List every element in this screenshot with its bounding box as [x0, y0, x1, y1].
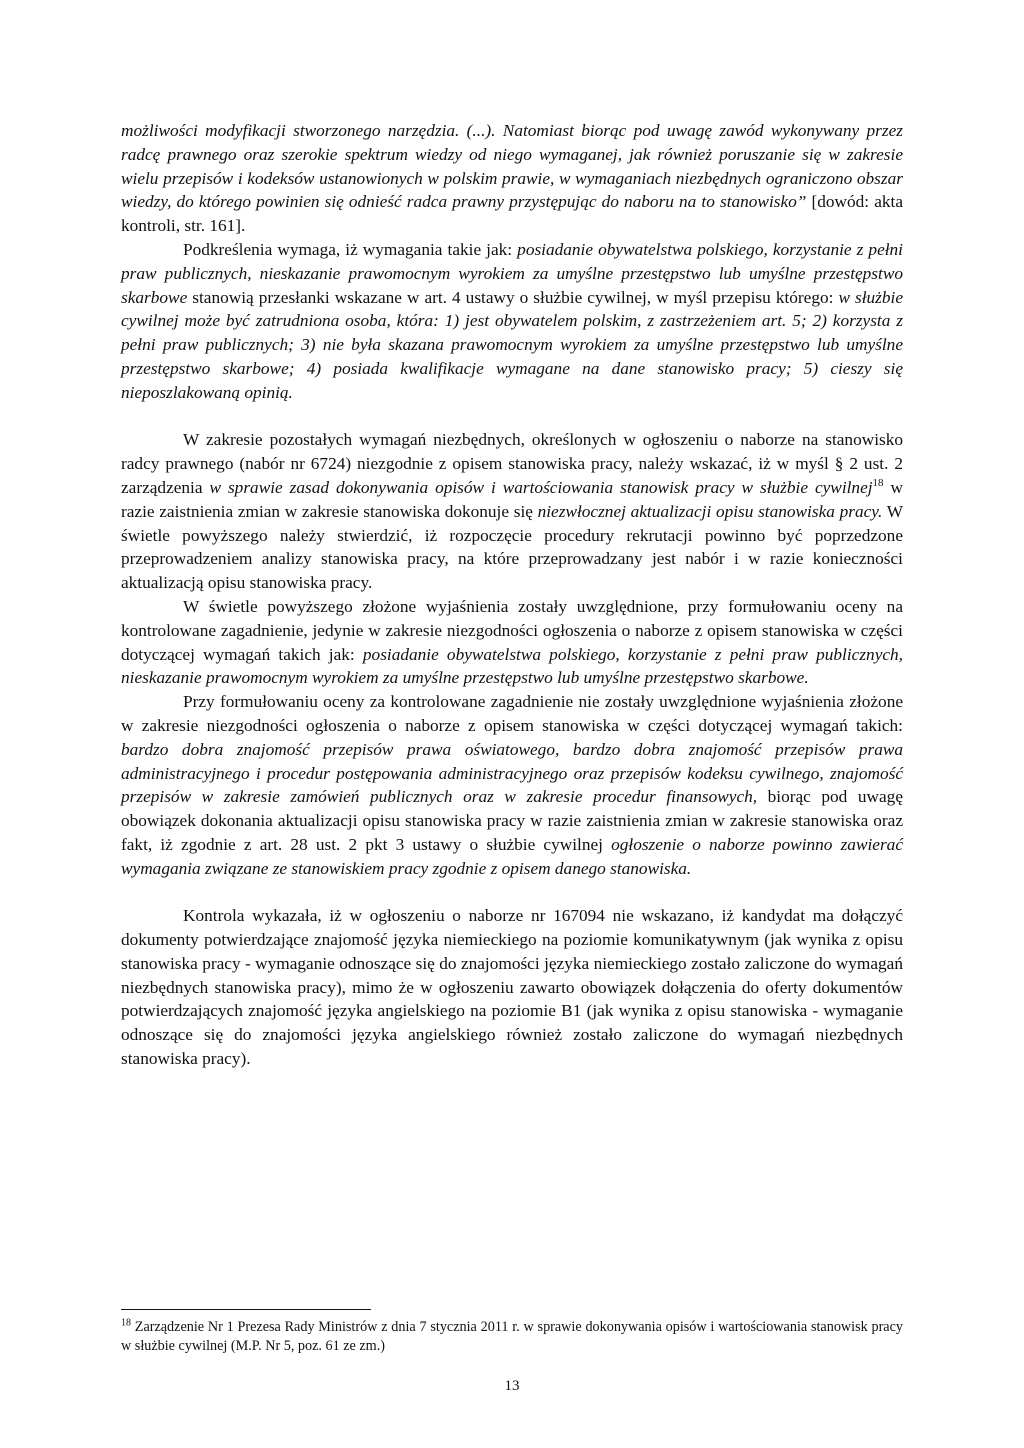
emphasis-text: bardzo dobra znajomość przepisów prawa oświatowego, bardzo dobra znajomość przepisów prawa administracyjnego i procedur postępowania administracyjnego oraz przepisów kodeksu cywilnego, znajomość przepisów w zakresie zamówień publicznych oraz w zakresie procedur finansowych, — [121, 739, 903, 807]
footnote-number: 18 — [121, 1317, 131, 1329]
paragraph-quote-continuation — [121, 119, 903, 238]
page-number: 13 — [504, 1378, 520, 1394]
emphasis-text: posiadanie obywatelstwa polskiego, korzystanie z pełni praw publicznych, nieskazanie prawomocnym wyrokiem za umyślne przestępstwo lub umyślne przestępstwo skarbowe — [121, 239, 903, 307]
quoted-text: możliwości modyfikacji stworzonego narzędzia. (...). Natomiast biorąc pod uwagę zawód wykonywany przez radcę prawnego oraz szerokie spektrum wiedzy od niego wymaganej, jak również poruszanie się w zakresie wielu przepisów i kodeksów ustanowionych w polskim prawie, w wymaganiach niezbędnych ograniczono obszar wiedzy, do którego powinien się odnieść radca prawny przystępując do naboru na to stanowisko” — [121, 121, 903, 212]
paragraph-explanations-accepted: W świetle powyższego złożone wyjaśnienia zostały uwzględnione, przy formułowaniu oceny na kontrolowane zagadnienie, jedynie w zakresie niezgodności ogłoszenia o naborze z opisem stanowiska w części dotyczącej wymagań takich jak: posiadanie obywatelstwa polskiego, korzystanie z pełni praw publicznych, nieskazanie prawomocnym wyrokiem za umyślne przestępstwo lub umyślne przestępstwo skarbowe. — [121, 596, 903, 688]
evidence-reference: [dowód: akta kontroli, str. 161]. — [121, 192, 903, 236]
footnote — [121, 1318, 903, 1356]
statute-quote: ogłoszenie o naborze powinno zawierać wymagania związane ze stanowiskiem pracy zgodnie z opisem danego stanowiska. — [121, 834, 903, 878]
footnote-separator — [121, 1309, 371, 1310]
paragraph-explanations-rejected: Przy formułowaniu oceny za kontrolowane zagadnienie nie zostały uwzględnione wyjaśnienia złożone w zakresie niezgodności ogłoszenia o naborze z opisem stanowiska w części dotyczącej wymagań takich: bardzo dobra znajomość przepisów prawa oświatowego, bardzo dobra znajomość przepisów prawa administracyjnego i procedur postępowania administracyjnego oraz przepisów kodeksu cywilnego, znajomość przepisów w zakresie zamówień publicznych oraz w zakresie procedur finansowych, biorąc pod uwagę obowiązek dokonania aktualizacji opisu stanowiska pracy w razie zaistnienia zmian w zakresie stanowiska oraz fakt, iż zgodnie z art. 28 ust. 2 pkt 3 ustawy o służbie cywilnej ogłoszenie o naborze powinno zawierać wymagania związane ze stanowiskiem pracy zgodnie z opisem danego stanowiska. — [121, 692, 903, 878]
paragraph-audit-findings: Kontrola wykazała, iż w ogłoszeniu o naborze nr 167094 nie wskazano, iż kandydat ma dołączyć dokumenty potwierdzające znajomość języka niemieckiego na poziomie komunikatywnym (jak wynika z opisu stanowiska pracy - wymaganie odnoszące się do znajomości języka niemieckiego zostało zaliczone do wymagań niezbędnych stanowiska pracy), mimo że w ogłoszeniu zawarto obowiązek dołączenia do oferty dokumentów potwierdzających znajomość języka angielskiego na poziomie B1 (jak wynika z opisu stanowiska - wymaganie odnoszące się do znajomości języka angielskiego również zostało zaliczone do wymagań niezbędnych stanowiska pracy). — [121, 906, 903, 1069]
statute-quote: w służbie cywilnej może być zatrudniona osoba, która: 1) jest obywatelem polskim, z zastrzeżeniem art. 5; 2) korzysta z pełni praw publicznych; 3) nie była skazana prawomocnym wyrokiem za umyślne przestępstwo lub umyślne przestępstwo skarbowe; 4) posiada kwalifikacje wymagane na dane stanowisko pracy; 5) cieszy się nieposzlakowaną opinią. — [121, 287, 903, 402]
document-body — [121, 119, 903, 1071]
footnote-reference[interactable]: 18 — [872, 477, 884, 490]
paragraph-requirements-art4: Podkreślenia wymaga, iż wymagania takie jak: posiadanie obywatelstwa polskiego, korzystanie z pełni praw publicznych, nieskazanie prawomocnym wyrokiem za umyślne przestępstwo lub umyślne przestępstwo skarbowe stanowią przesłanki wskazane w art. 4 ustawy o służbie cywilnej, w myśl przepisu którego: w służbie cywilnej może być zatrudniona osoba, która: 1) jest obywatelem polskim, z zastrzeżeniem art. 5; 2) korzysta z pełni praw publicznych; 3) nie była skazana prawomocnym wyrokiem za umyślne przestępstwo lub umyślne przestępstwo skarbowe; 4) posiada kwalifikacje wymagane na dane stanowisko pracy; 5) cieszy się nieposzlakowaną opinią. — [121, 239, 903, 402]
footnote-text: Zarządzenie Nr 1 Prezesa Rady Ministrów z dnia 7 stycznia 2011 r. w sprawie dokonywania opisów i wartościowania stanowisk pracy w służbie cywilnej (M.P. Nr 5, poz. 61 ze zm.) — [121, 1319, 903, 1354]
regulation-title: w sprawie zasad dokonywania opisów i wartościowania stanowisk pracy w służbie cywilnej — [209, 477, 873, 497]
paragraph-other-requirements: W zakresie pozostałych wymagań niezbędnych, określonych w ogłoszeniu o naborze na stanowisko radcy prawnego (nabór nr 6724) niezgodnie z opisem stanowiska pracy, należy wskazać, iż w myśl § 2 ust. 2 zarządzenia w sprawie zasad dokonywania opisów i wartościowania stanowisk pracy w służbie cywilnej$^{18}$ w razie zaistnienia zmian w zakresie stanowiska dokonuje się niezwłocznej aktualizacji opisu stanowiska pracy. W świetle powyższego należy stwierdzić, iż rozpoczęcie procedury rekrutacji powinno być poprzedzone przeprowadzeniem analizy stanowiska pracy, na które przeprowadzany jest nabór i w razie konieczności aktualizacją opisu stanowiska pracy. — [121, 430, 904, 593]
emphasis-text: posiadanie obywatelstwa polskiego, korzystanie z pełni praw publicznych, nieskazanie prawomocnym wyrokiem za umyślne przestępstwo lub umyślne przestępstwo skarbowe. — [121, 644, 903, 688]
emphasis-text: niezwłocznej aktualizacji opisu stanowiska pracy. — [537, 501, 883, 521]
